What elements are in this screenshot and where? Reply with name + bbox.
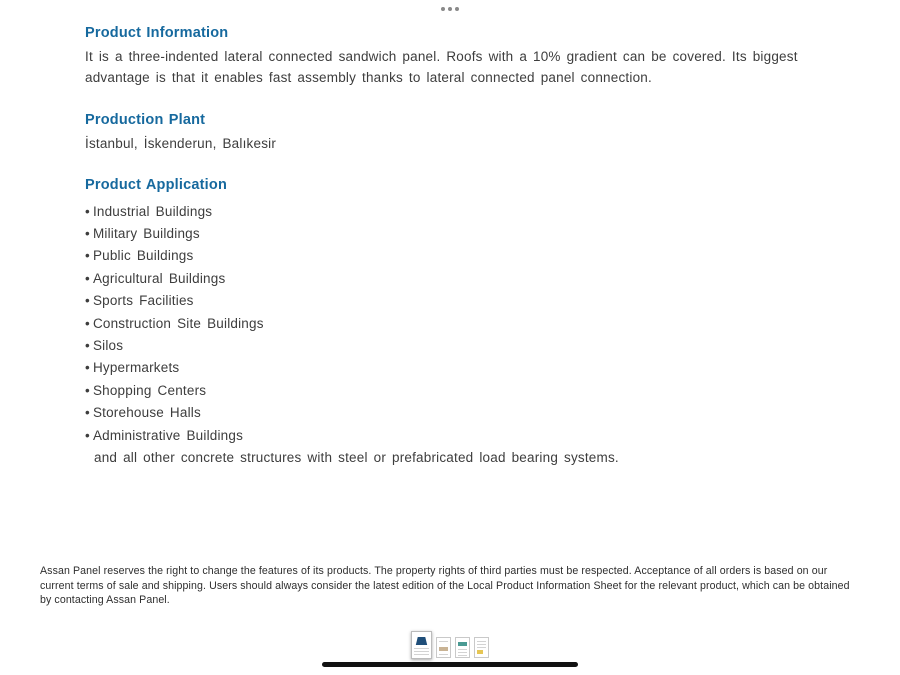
text-line-decoration	[414, 648, 429, 649]
list-item: • Construction Site Buildings	[85, 313, 847, 335]
page-3-thumbnail[interactable]	[455, 637, 470, 658]
legal-disclaimer: Assan Panel reserves the right to change the features of its products. The property rights of third parties must be respected. Acceptance of all orders is based on our current terms of sale and shipping. Users should always consider the latest edition of the Local Product Information Sheet for the relevant product, which can be obtained by contacting Assan Panel.	[40, 565, 850, 607]
page-4-thumbnail[interactable]	[474, 637, 489, 658]
list-item: • Administrative Buildings	[85, 425, 847, 447]
text-line-decoration	[458, 649, 467, 650]
text-line-decoration	[458, 652, 467, 653]
page-1-thumbnail[interactable]	[411, 631, 432, 659]
text-line-decoration	[414, 651, 429, 652]
text-line-decoration	[477, 647, 486, 648]
list-item: • Military Buildings	[85, 223, 847, 245]
document-page	[85, 24, 847, 469]
section-product-information	[85, 24, 847, 88]
list-item: • Hypermarkets	[85, 357, 847, 379]
section-heading: Product Application	[85, 176, 228, 193]
section-heading: Product Information	[85, 25, 229, 41]
ellipsis-dot-icon	[441, 7, 445, 11]
section-product-application	[85, 176, 847, 470]
section-heading: Production Plant	[85, 112, 206, 128]
text-line-decoration	[439, 654, 448, 655]
list-item: • Agricultural Buildings	[85, 268, 847, 290]
list-item: • Sports Facilities	[85, 290, 847, 312]
text-line-decoration	[477, 641, 486, 642]
application-closing-line: and all other concrete structures with steel or prefabricated load bearing systems.	[94, 449, 619, 465]
text-line-decoration	[439, 641, 448, 642]
section-paragraph: İstanbul, İskenderun, Balıkesir	[85, 136, 277, 151]
list-item: • Industrial Buildings	[85, 201, 847, 223]
page-thumbnail-nav	[411, 631, 489, 659]
text-line-decoration	[477, 644, 486, 645]
text-line-decoration	[414, 654, 429, 655]
section-paragraph: It is a three-indented lateral connected sandwich panel. Roofs with a 10% gradient can be covered. Its biggest advantage is that it enables fast assembly thanks to lateral connected panel connection.	[85, 49, 798, 85]
text-line-decoration	[458, 655, 467, 656]
panel-graphic-icon	[458, 642, 467, 646]
ellipsis-dot-icon	[455, 7, 459, 11]
list-item: • Silos	[85, 335, 847, 357]
more-options-button[interactable]	[439, 5, 461, 13]
viewer-base-bar	[322, 662, 578, 667]
panel-graphic-icon	[439, 647, 448, 651]
page-2-thumbnail[interactable]	[436, 637, 451, 658]
ellipsis-dot-icon	[448, 7, 452, 11]
list-item: • Public Buildings	[85, 245, 847, 267]
list-item: • Storehouse Halls	[85, 402, 847, 424]
application-bullet-list	[85, 201, 847, 447]
section-production-plant	[85, 111, 847, 155]
panel-graphic-icon	[414, 637, 429, 645]
table-graphic-icon	[477, 650, 483, 654]
list-item: • Shopping Centers	[85, 380, 847, 402]
